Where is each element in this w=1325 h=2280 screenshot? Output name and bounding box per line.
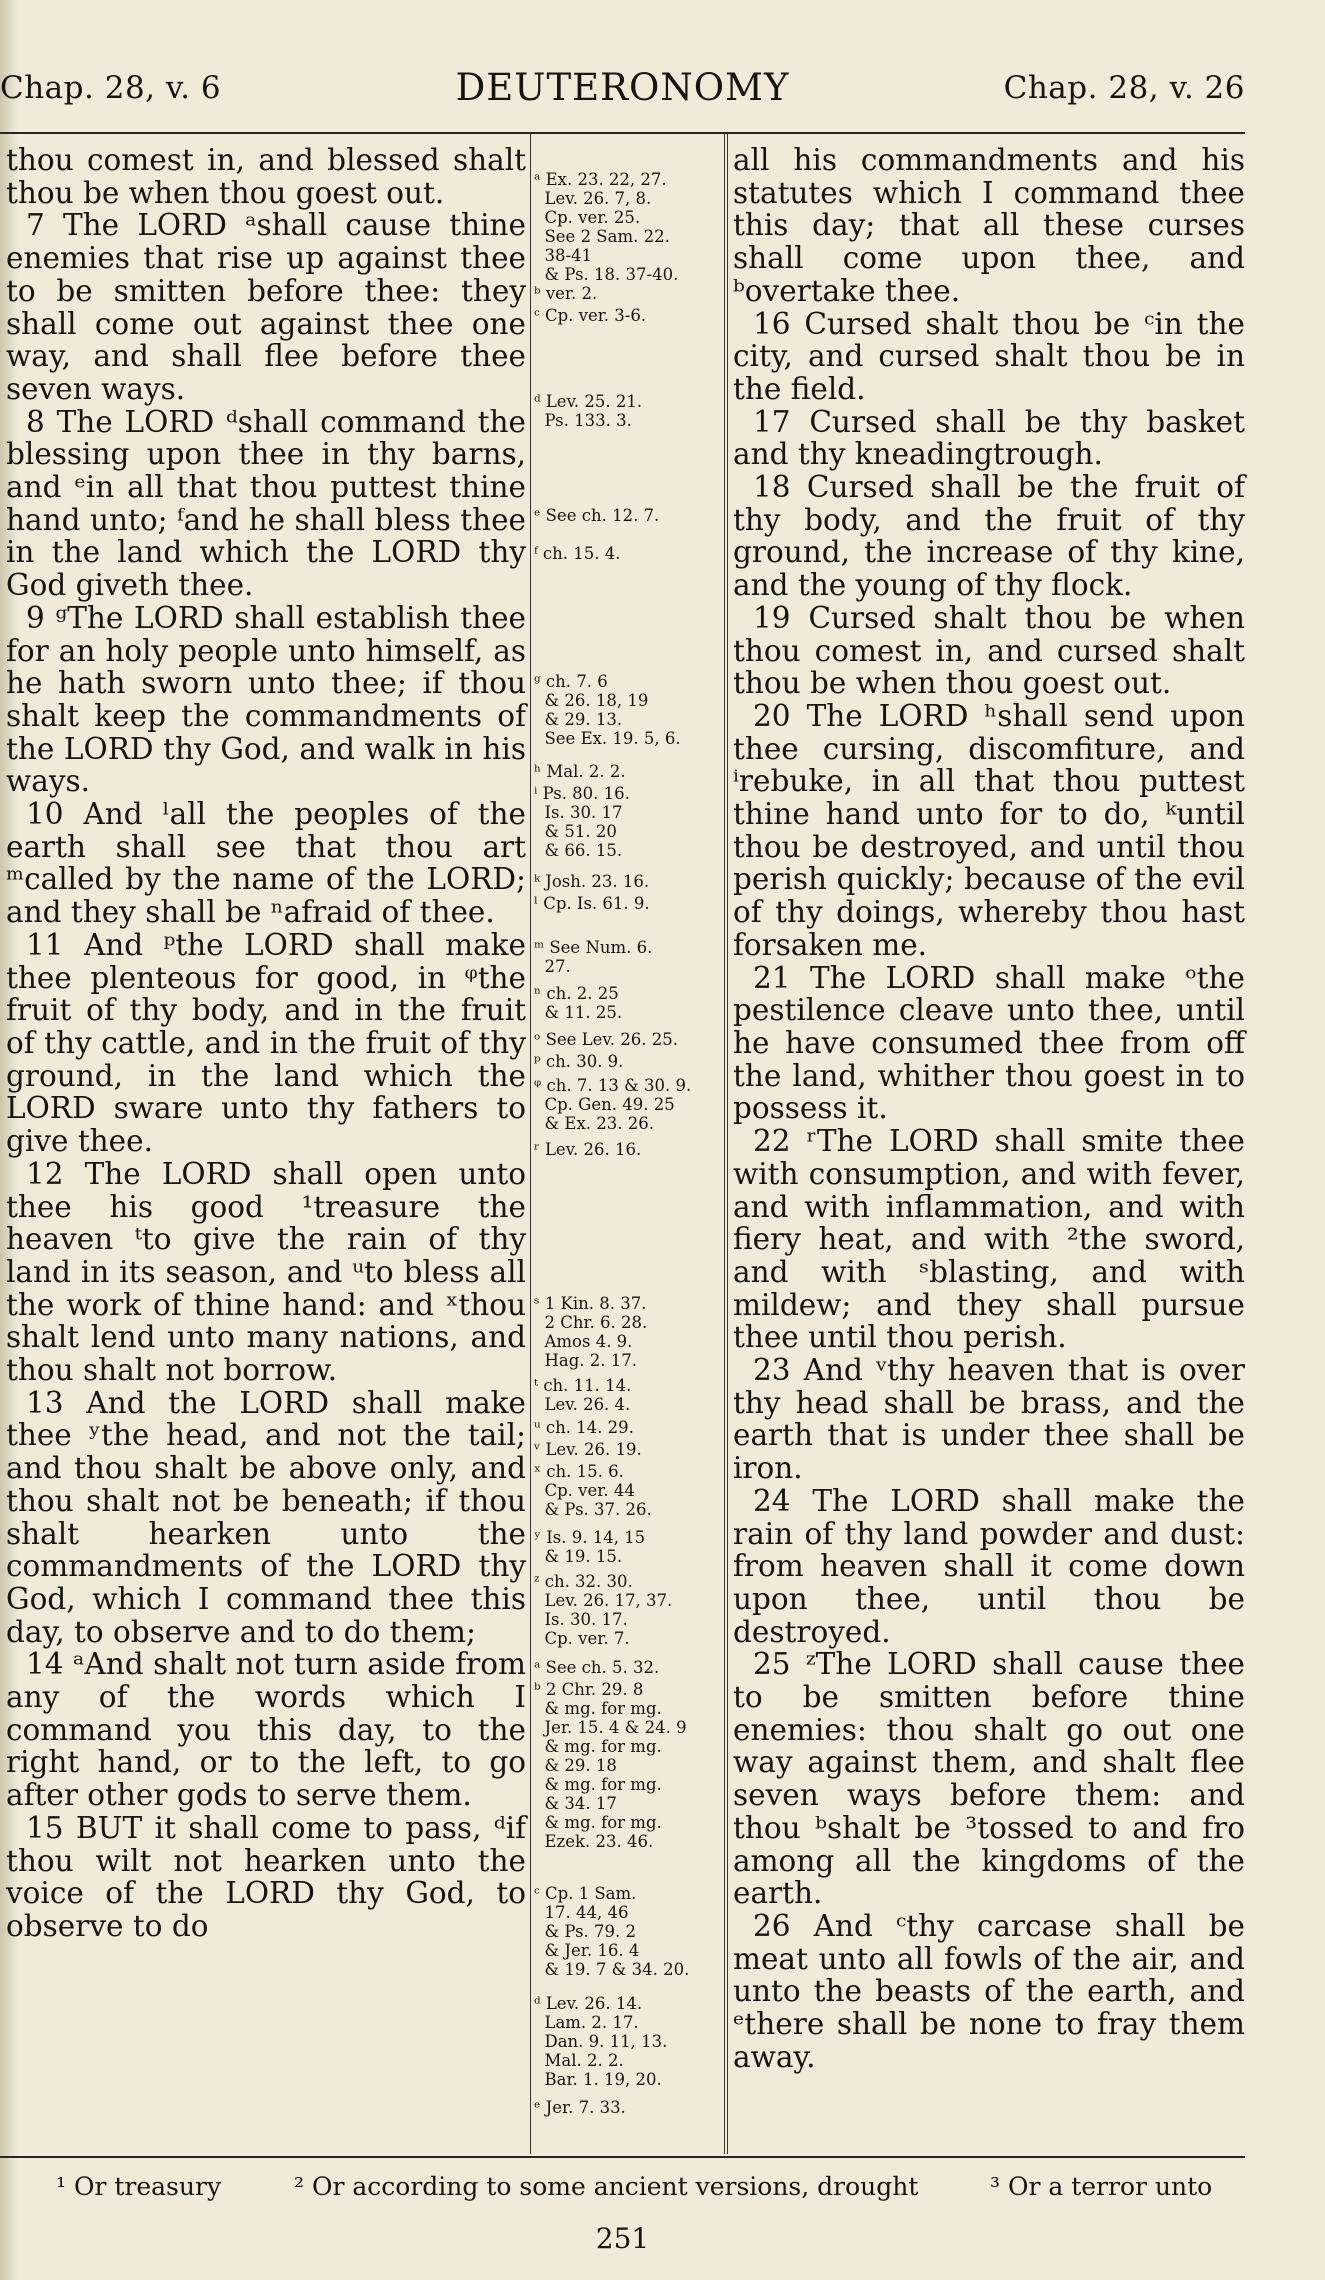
verse-paragraph: 12 The LORD shall open unto thee his good ¹treasure the heaven ᵗto give the rain of thy land in its season, and ᵘto bless all the work of thine hand: and ˣthou shalt lend unto many nations, and thou shalt not borrow. <box>6 1156 526 1388</box>
running-header <box>0 66 1245 130</box>
cross-reference: ᵏ Josh. 23. 16. <box>534 872 650 891</box>
cross-reference: ˡ Cp. Is. 61. 9. <box>534 894 650 913</box>
verse-paragraph: 22 ʳThe LORD shall smite thee with consumption, and with fever, and with inflammation, and with fiery heat, and with ²the sword, and with ˢblasting, and with mildew; and they shall pursue thee until thou perish. <box>733 1124 1245 1355</box>
cross-reference: ʰ Mal. 2. 2. <box>534 762 626 781</box>
cross-reference: ᵗ ch. 11. 14. Lev. 26. 4. <box>534 1376 632 1414</box>
cross-reference: ᵇ 2 Chr. 29. 8 & mg. for mg. Jer. 15. 4 & 24. 9 & mg. for mg. & 29. 18 & mg. for mg. & 34. 17 & mg. for mg. Ezek. 23. 46. <box>534 1680 687 1851</box>
cross-reference: ʳ Lev. 26. 16. <box>534 1140 642 1159</box>
cross-reference: ᵐ See Num. 6. 27. <box>534 938 653 976</box>
verse-paragraph: all his commandments and his statutes which I command thee this day; that all these curses shall come upon thee, and ᵇovertake thee. <box>733 143 1245 308</box>
verse-paragraph: 26 And ᶜthy carcase shall be meat unto all fowls of the air, and unto the beasts of the earth, and ᵉthere shall be none to fray them away. <box>733 1908 1245 2074</box>
cross-reference: ᶜ Cp. ver. 3-6. <box>534 306 647 325</box>
cross-reference: ᵍ ch. 7. 6 & 26. 18, 19 & 29. 13. See Ex. 19. 5, 6. <box>534 672 681 748</box>
cross-reference: ˣ ch. 15. 6. Cp. ver. 44 & Ps. 37. 26. <box>534 1462 652 1519</box>
footnote-rule <box>0 2156 1245 2158</box>
column-divider-right-b <box>727 134 728 2154</box>
verse-paragraph: 18 Cursed shall be the fruit of thy body, and the fruit of thy ground, the increase of thy kine, and the young of thy flock. <box>733 470 1245 603</box>
column-divider-right-a <box>724 134 725 2154</box>
verse-paragraph: 10 And ˡall the peoples of the earth shall see that thou art ᵐcalled by the name of the LORD; and they shall be ⁿafraid of thee. <box>6 797 526 930</box>
cross-reference: ᵛ Lev. 26. 19. <box>534 1440 642 1459</box>
header-rule <box>0 132 1245 134</box>
verse-paragraph: 19 Cursed shalt thou be when thou comest in, and cursed shalt thou be when thou goest out. <box>733 600 1245 701</box>
right-text-column <box>733 144 1245 2073</box>
cross-reference: ᵠ ch. 7. 13 & 30. 9. Cp. Gen. 49. 25 & Ex. 23. 26. <box>534 1076 692 1133</box>
cross-reference-column <box>534 144 719 2154</box>
cross-reference: ᵇ ver. 2. <box>534 284 598 303</box>
verse-paragraph: 24 The LORD shall make the rain of thy land powder and dust: from heaven shall it come down upon thee, until thou be destroyed. <box>733 1483 1245 1649</box>
header-right-reference: Chap. 28, v. 26 <box>1003 70 1245 106</box>
cross-reference: ᵃ See ch. 5. 32. <box>534 1658 660 1677</box>
verse-paragraph: 14 ᵃAnd shalt not turn aside from any of the words which I command you this day, to the right hand, or to the left, to go after other gods to serve them. <box>6 1647 526 1813</box>
cross-reference: ᵒ See Lev. 26. 25. <box>534 1030 678 1049</box>
verse-paragraph: 8 The LORD ᵈshall command the blessing upon thee in thy barns, and ᵉin all that thou puttest thine hand unto; ᶠand he shall bless thee in the land which the LORD thy God giveth thee. <box>6 404 526 603</box>
cross-reference: ᵖ ch. 30. 9. <box>534 1052 624 1071</box>
cross-reference: ᵈ Lev. 26. 14. Lam. 2. 17. Dan. 9. 11, 13. Mal. 2. 2. Bar. 1. 19, 20. <box>534 1994 668 2089</box>
verse-paragraph: thou comest in, and blessed shalt thou be when thou goest out. <box>6 143 526 210</box>
verse-paragraph: 23 And ᵛthy heaven that is over thy head shall be brass, and the earth that is under thee shall be iron. <box>733 1353 1245 1486</box>
verse-paragraph: 20 The LORD ʰshall send upon thee cursing, discomfiture, and ⁱrebuke, in all that thou puttest thine hand unto for to do, ᵏuntil thou be destroyed, and until thou perish quickly; because of the evil of thy doings, whereby thou hast forsaken me. <box>733 698 1245 962</box>
header-left-reference: Chap. 28, v. 6 <box>0 70 222 106</box>
cross-reference: ʸ Is. 9. 14, 15 & 19. 15. <box>534 1528 646 1566</box>
verse-paragraph: 15 BUT it shall come to pass, ᵈif thou wilt not hearken unto the voice of the LORD thy God, to observe to do <box>6 1810 526 1943</box>
footnote: ³ Or a terror unto <box>990 2172 1213 2201</box>
footnote: ² Or according to some ancient versions, drought <box>294 2172 919 2201</box>
verse-paragraph: 25 ᶻThe LORD shall cause thee to be smitten before thine enemies: thou shalt go out one way against them, and shalt flee seven ways before them: and thou ᵇshalt be ³tossed to and fro among all the kingdoms of the earth. <box>733 1647 1245 1911</box>
cross-reference: ᵘ ch. 14. 29. <box>534 1418 634 1437</box>
verse-paragraph: 16 Cursed shalt thou be ᶜin the city, and cursed shalt thou be in the field. <box>733 306 1245 406</box>
verse-paragraph: 13 And the LORD shall make thee ʸthe head, and not the tail; and thou shalt be above only, and thou shalt not be beneath; if thou shalt hearken unto the commandments of the LORD thy God, which I command thee this day, to observe and to do them; <box>6 1385 526 1649</box>
cross-reference: ᵉ See ch. 12. 7. <box>534 506 660 525</box>
cross-reference: ⁿ ch. 2. 25 & 11. 25. <box>534 984 623 1022</box>
page-number: 251 <box>595 2222 650 2255</box>
footnote: ¹ Or treasury <box>56 2172 222 2201</box>
cross-reference: ᵃ Ex. 23. 22, 27. Lev. 26. 7, 8. Cp. ver. 25. See 2 Sam. 22. 38-41 & Ps. 18. 37-40. <box>534 170 679 284</box>
verse-paragraph: 7 The LORD ᵃshall cause thine enemies that rise up against thee to be smitten before thee: they shall come out against thee one way, and shall flee before thee seven ways. <box>6 208 526 406</box>
cross-reference: ᶠ ch. 15. 4. <box>534 544 621 563</box>
column-divider-left <box>530 134 531 2154</box>
cross-reference: ⁱ Ps. 80. 16. Is. 30. 17 & 51. 20 & 66. 15. <box>534 784 630 860</box>
verse-paragraph: 11 And ᵖthe LORD shall make thee plenteous for good, in ᵠthe fruit of thy body, and in the fruit of thy cattle, and in the fruit of thy ground, in the land which the LORD sware unto thy fathers to give thee. <box>6 927 526 1159</box>
cross-reference: ᶜ Cp. 1 Sam. 17. 44, 46 & Ps. 79. 2 & Jer. 16. 4 & 19. 7 & 34. 20. <box>534 1884 690 1979</box>
cross-reference: ᵈ Lev. 25. 21. Ps. 133. 3. <box>534 392 643 430</box>
cross-reference: ᵉ Jer. 7. 33. <box>534 2098 626 2117</box>
cross-reference: ᶻ ch. 32. 30. Lev. 26. 17, 37. Is. 30. 17. Cp. ver. 7. <box>534 1572 673 1648</box>
left-text-column <box>6 144 526 1943</box>
verse-paragraph: 21 The LORD shall make ᵒthe pestilence cleave unto thee, until he have consumed thee from off the land, whither thou goest in to possess it. <box>733 960 1245 1126</box>
cross-reference: ˢ 1 Kin. 8. 37. 2 Chr. 6. 28. Amos 4. 9. Hag. 2. 17. <box>534 1294 648 1370</box>
book-title: DEUTERONOMY <box>455 66 790 109</box>
verse-paragraph: 17 Cursed shall be thy basket and thy kneadingtrough. <box>733 404 1245 472</box>
verse-paragraph: 9 ᵍThe LORD shall establish thee for an holy people unto himself, as he hath sworn unto thee; if thou shalt keep the commandments of the LORD thy God, and walk in his ways. <box>6 600 526 799</box>
